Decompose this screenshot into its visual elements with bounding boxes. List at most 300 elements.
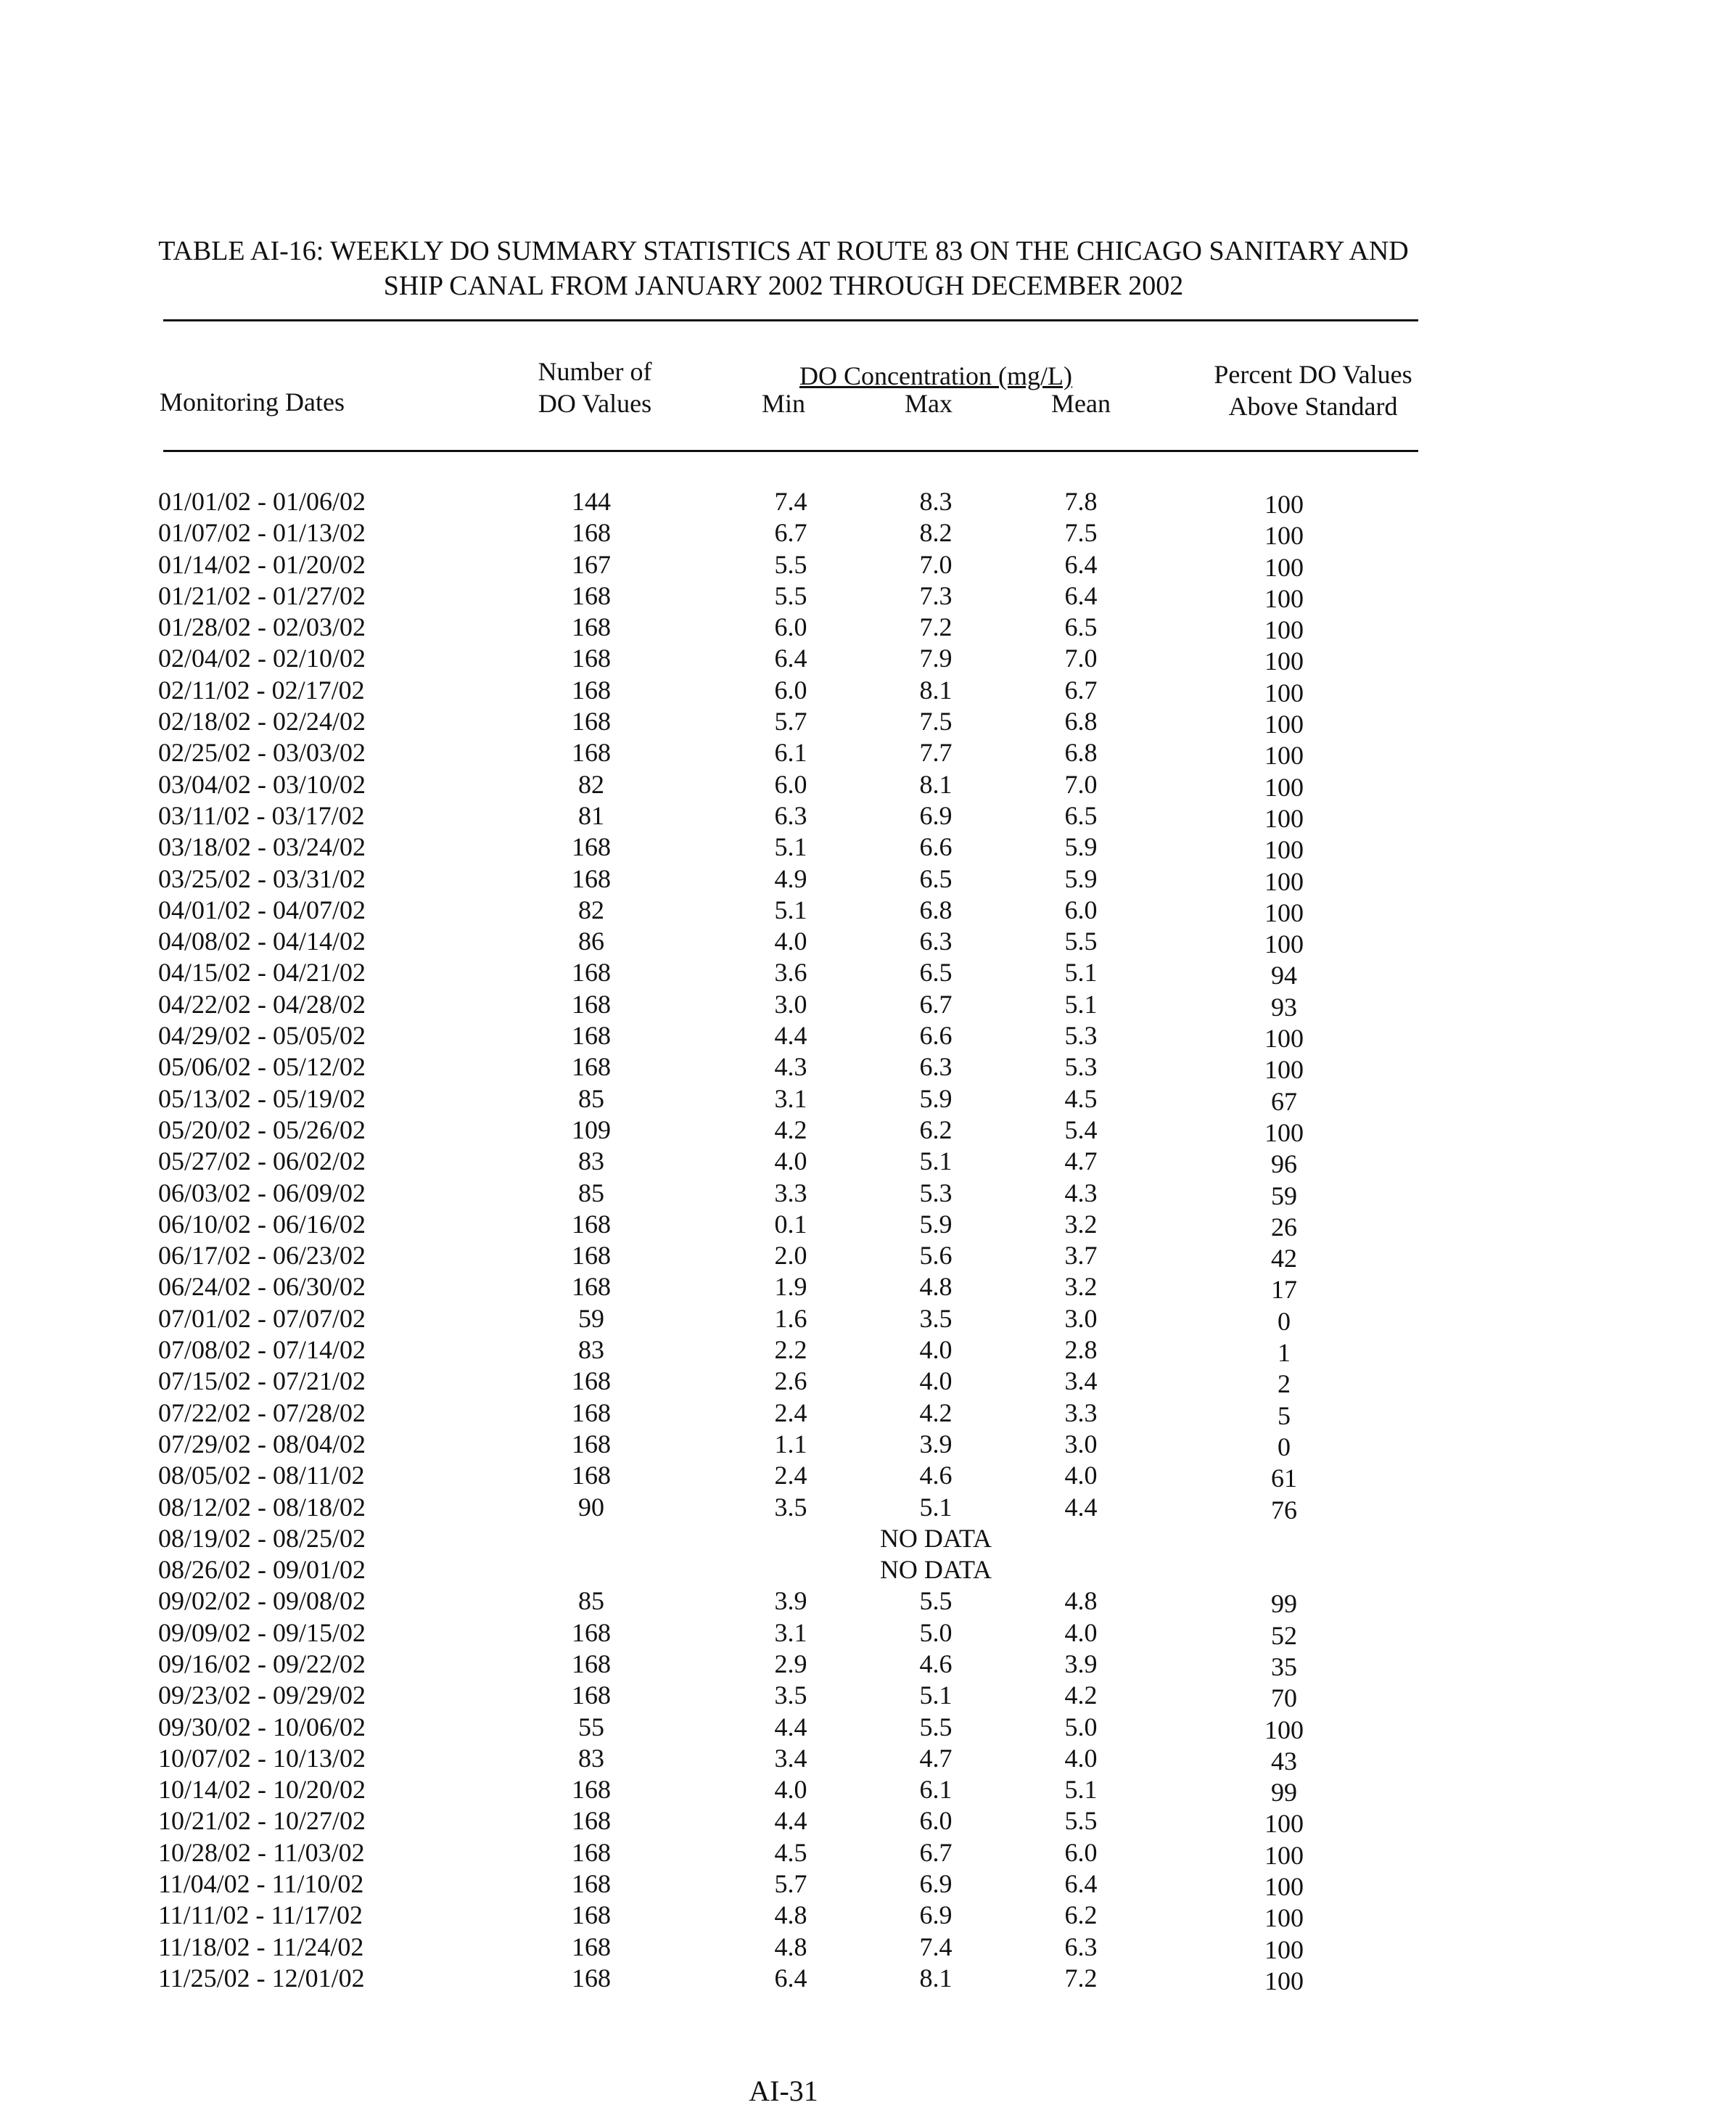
date-cell: 03/18/02 - 03/24/02 [158, 832, 366, 862]
max-cell: 6.8 [919, 895, 953, 924]
max-cell: 4.6 [919, 1461, 953, 1490]
percent-cell: 100 [1264, 1966, 1304, 1995]
date-cell: 05/20/02 - 05/26/02 [158, 1115, 366, 1144]
percent-cell: 100 [1264, 1715, 1304, 1744]
max-cell: 7.3 [919, 580, 953, 610]
do-count-cell: 168 [572, 1649, 611, 1678]
max-cell: 6.6 [919, 1021, 953, 1051]
do-count-cell: 168 [572, 1900, 611, 1930]
percent-cell: 1 [1278, 1338, 1291, 1368]
do-count-cell: 144 [572, 487, 611, 516]
min-cell: 1.9 [774, 1272, 807, 1302]
table-row [0, 706, 1736, 737]
max-cell: 5.3 [919, 1178, 953, 1207]
max-cell: 6.7 [919, 1837, 953, 1867]
min-cell: 2.4 [774, 1398, 807, 1427]
no-data-cell: NO DATA [879, 1555, 992, 1585]
header-do-concentration: DO Concentration (mg/L) [799, 361, 1072, 390]
mean-cell: 3.0 [1064, 1303, 1098, 1333]
mean-cell: 4.0 [1064, 1461, 1098, 1490]
min-cell: 3.1 [774, 1083, 807, 1113]
max-cell: 3.5 [919, 1303, 953, 1333]
mean-cell: 6.5 [1064, 800, 1098, 830]
header-percent-line-1: Percent DO Values [1214, 360, 1412, 389]
table-row [0, 1429, 1736, 1460]
header-percent-line-2: Above Standard [1228, 392, 1398, 421]
max-cell: 4.8 [919, 1272, 953, 1302]
max-cell: 6.5 [919, 958, 953, 988]
date-cell: 04/08/02 - 04/14/02 [158, 927, 366, 956]
mean-cell: 5.9 [1064, 863, 1098, 893]
do-count-cell: 168 [572, 958, 611, 988]
percent-cell: 100 [1264, 835, 1304, 865]
percent-cell: 100 [1264, 583, 1304, 613]
date-cell: 06/24/02 - 06/30/02 [158, 1272, 366, 1302]
date-cell: 09/16/02 - 09/22/02 [158, 1649, 366, 1678]
percent-cell: 100 [1264, 552, 1304, 582]
table-row [0, 675, 1736, 706]
table-row [0, 580, 1736, 612]
date-cell: 08/12/02 - 08/18/02 [158, 1492, 366, 1522]
max-cell: 6.0 [919, 1806, 953, 1836]
max-cell: 8.1 [919, 769, 953, 799]
mean-cell: 7.0 [1064, 644, 1098, 673]
table-row [0, 1460, 1736, 1491]
min-cell: 3.1 [774, 1617, 807, 1647]
min-cell: 1.1 [774, 1429, 807, 1458]
do-count-cell: 85 [578, 1178, 604, 1207]
percent-cell: 76 [1271, 1495, 1297, 1525]
do-count-cell: 168 [572, 863, 611, 893]
max-cell: 4.0 [919, 1366, 953, 1396]
mean-cell: 5.1 [1064, 989, 1098, 1019]
date-cell: 08/26/02 - 09/01/02 [158, 1555, 366, 1585]
mean-cell: 6.0 [1064, 1837, 1098, 1867]
percent-cell: 0 [1278, 1306, 1291, 1336]
min-cell: 6.0 [774, 769, 807, 799]
mean-cell: 2.8 [1064, 1335, 1098, 1365]
table-row [0, 1743, 1736, 1774]
table-row [0, 957, 1736, 988]
max-cell: 4.7 [919, 1743, 953, 1773]
mean-cell: 4.3 [1064, 1178, 1098, 1207]
header-monitoring-dates: Monitoring Dates [160, 387, 345, 417]
percent-cell: 100 [1264, 615, 1304, 645]
date-cell: 03/11/02 - 03/17/02 [158, 800, 365, 830]
table-body [0, 486, 1736, 1994]
min-cell: 6.0 [774, 612, 807, 642]
do-count-cell: 168 [572, 1775, 611, 1805]
table-row [0, 643, 1736, 674]
mean-cell: 7.0 [1064, 769, 1098, 799]
date-cell: 04/01/02 - 04/07/02 [158, 895, 366, 924]
table-row [0, 1492, 1736, 1523]
date-cell: 06/17/02 - 06/23/02 [158, 1241, 366, 1271]
mean-cell: 5.0 [1064, 1712, 1098, 1741]
no-data-cell: NO DATA [879, 1523, 992, 1553]
min-cell: 1.6 [774, 1303, 807, 1333]
max-cell: 8.3 [919, 487, 953, 516]
date-cell: 11/18/02 - 11/24/02 [158, 1932, 364, 1961]
max-cell: 5.5 [919, 1586, 953, 1616]
date-cell: 02/18/02 - 02/24/02 [158, 707, 366, 737]
table-row [0, 989, 1736, 1020]
table-row [0, 769, 1736, 800]
max-cell: 6.1 [919, 1775, 953, 1805]
do-count-cell: 168 [572, 738, 611, 768]
table-row [0, 1900, 1736, 1931]
percent-cell: 70 [1271, 1683, 1297, 1713]
do-count-cell: 168 [572, 1021, 611, 1051]
mean-cell: 3.4 [1064, 1366, 1098, 1396]
max-cell: 5.5 [919, 1712, 953, 1741]
max-cell: 7.4 [919, 1932, 953, 1961]
max-cell: 5.0 [919, 1617, 953, 1647]
max-cell: 6.7 [919, 989, 953, 1019]
mean-cell: 5.1 [1064, 1775, 1098, 1805]
header-number-line-1: Number of [538, 357, 652, 386]
max-cell: 8.1 [919, 675, 953, 705]
table-row [0, 1398, 1736, 1429]
date-cell: 08/19/02 - 08/25/02 [158, 1523, 366, 1553]
do-count-cell: 168 [572, 644, 611, 673]
max-cell: 7.5 [919, 707, 953, 737]
do-count-cell: 168 [572, 612, 611, 642]
do-count-cell: 83 [578, 1335, 604, 1365]
min-cell: 3.5 [774, 1492, 807, 1522]
mean-cell: 5.9 [1064, 832, 1098, 862]
do-count-cell: 83 [578, 1146, 604, 1176]
percent-cell: 100 [1264, 930, 1304, 959]
mean-cell: 7.5 [1064, 518, 1098, 548]
table-row [0, 1837, 1736, 1868]
table-row [0, 1334, 1736, 1366]
table-row [0, 486, 1736, 517]
max-cell: 4.0 [919, 1335, 953, 1365]
max-cell: 8.1 [919, 1963, 953, 1993]
mean-cell: 4.8 [1064, 1586, 1098, 1616]
percent-cell: 100 [1264, 647, 1304, 676]
do-count-cell: 168 [572, 1209, 611, 1239]
date-cell: 06/10/02 - 06/16/02 [158, 1209, 366, 1239]
header-rule [163, 450, 1418, 452]
min-cell: 6.1 [774, 738, 807, 768]
max-cell: 5.1 [919, 1681, 953, 1710]
table-title-line-1: TABLE AI-16: WEEKLY DO SUMMARY STATISTICS AT ROUTE 83 ON THE CHICAGO SANITARY AND [158, 236, 1409, 266]
max-cell: 3.9 [919, 1429, 953, 1458]
header-mean: Mean [1051, 389, 1111, 418]
mean-cell: 3.2 [1064, 1209, 1098, 1239]
percent-cell: 100 [1264, 1934, 1304, 1964]
table-row [0, 1303, 1736, 1334]
date-cell: 09/09/02 - 09/15/02 [158, 1617, 366, 1647]
min-cell: 2.6 [774, 1366, 807, 1396]
min-cell: 3.0 [774, 989, 807, 1019]
date-cell: 09/02/02 - 09/08/02 [158, 1586, 366, 1616]
max-cell: 5.1 [919, 1492, 953, 1522]
date-cell: 04/15/02 - 04/21/02 [158, 958, 366, 988]
do-count-cell: 168 [572, 989, 611, 1019]
do-count-cell: 168 [572, 1837, 611, 1867]
percent-cell: 100 [1264, 741, 1304, 771]
date-cell: 01/07/02 - 01/13/02 [158, 518, 366, 548]
do-count-cell: 168 [572, 1963, 611, 1993]
max-cell: 5.9 [919, 1083, 953, 1113]
date-cell: 07/29/02 - 08/04/02 [158, 1429, 366, 1458]
percent-cell: 100 [1264, 710, 1304, 739]
page-number: AI-31 [749, 2075, 818, 2107]
do-count-cell: 85 [578, 1083, 604, 1113]
do-count-cell: 168 [572, 832, 611, 862]
min-cell: 4.4 [774, 1021, 807, 1051]
mean-cell: 5.5 [1064, 1806, 1098, 1836]
percent-cell: 100 [1264, 1903, 1304, 1933]
date-cell: 03/04/02 - 03/10/02 [158, 769, 366, 799]
min-cell: 5.5 [774, 549, 807, 579]
max-cell: 5.1 [919, 1146, 953, 1176]
date-cell: 05/27/02 - 06/02/02 [158, 1146, 366, 1176]
date-cell: 03/25/02 - 03/31/02 [158, 863, 366, 893]
min-cell: 5.7 [774, 1869, 807, 1899]
mean-cell: 3.9 [1064, 1649, 1098, 1678]
table-row [0, 549, 1736, 580]
max-cell: 6.5 [919, 863, 953, 893]
do-count-cell: 168 [572, 1617, 611, 1647]
date-cell: 09/30/02 - 10/06/02 [158, 1712, 366, 1741]
header-percent-above-standard [1190, 358, 1436, 422]
min-cell: 4.8 [774, 1932, 807, 1961]
date-cell: 08/05/02 - 08/11/02 [158, 1461, 365, 1490]
max-cell: 6.3 [919, 927, 953, 956]
table-row [0, 1146, 1736, 1177]
date-cell: 10/28/02 - 11/03/02 [158, 1837, 365, 1867]
do-count-cell: 82 [578, 769, 604, 799]
min-cell: 6.4 [774, 644, 807, 673]
table-row [0, 517, 1736, 549]
table-row [0, 1523, 1736, 1554]
do-count-cell: 168 [572, 1272, 611, 1302]
percent-cell: 100 [1264, 772, 1304, 802]
table-row [0, 612, 1736, 643]
table-title [145, 234, 1422, 303]
do-count-cell: 81 [578, 800, 604, 830]
table-row [0, 1240, 1736, 1271]
max-cell: 7.0 [919, 549, 953, 579]
do-count-cell: 168 [572, 1806, 611, 1836]
date-cell: 07/15/02 - 07/21/02 [158, 1366, 366, 1396]
table-row [0, 1617, 1736, 1649]
mean-cell: 6.0 [1064, 895, 1098, 924]
percent-cell: 26 [1271, 1212, 1297, 1242]
table-row [0, 1805, 1736, 1837]
min-cell: 6.4 [774, 1963, 807, 1993]
min-cell: 2.0 [774, 1241, 807, 1271]
min-cell: 6.3 [774, 800, 807, 830]
date-cell: 02/04/02 - 02/10/02 [158, 644, 366, 673]
min-cell: 4.2 [774, 1115, 807, 1144]
do-count-cell: 85 [578, 1586, 604, 1616]
date-cell: 07/01/02 - 07/07/02 [158, 1303, 366, 1333]
table-row [0, 1868, 1736, 1900]
min-cell: 2.9 [774, 1649, 807, 1678]
do-count-cell: 168 [572, 1429, 611, 1458]
percent-cell: 100 [1264, 678, 1304, 707]
mean-cell: 4.0 [1064, 1743, 1098, 1773]
date-cell: 02/11/02 - 02/17/02 [158, 675, 365, 705]
percent-cell: 17 [1271, 1275, 1297, 1305]
min-cell: 5.1 [774, 895, 807, 924]
percent-cell: 100 [1264, 803, 1304, 833]
percent-cell: 99 [1271, 1589, 1297, 1619]
percent-cell: 0 [1278, 1432, 1291, 1461]
mean-cell: 7.8 [1064, 487, 1098, 516]
table-row [0, 800, 1736, 832]
percent-cell: 35 [1271, 1652, 1297, 1681]
table-row [0, 1774, 1736, 1808]
do-count-cell: 168 [572, 1366, 611, 1396]
percent-cell: 5 [1278, 1400, 1291, 1430]
mean-cell: 3.2 [1064, 1272, 1098, 1302]
table-row [0, 832, 1736, 863]
percent-cell: 100 [1264, 1809, 1304, 1839]
max-cell: 6.2 [919, 1115, 953, 1144]
do-count-cell: 55 [578, 1712, 604, 1741]
max-cell: 4.2 [919, 1398, 953, 1427]
date-cell: 11/04/02 - 11/10/02 [158, 1869, 364, 1899]
table-row [0, 1366, 1736, 1397]
mean-cell: 4.7 [1064, 1146, 1098, 1176]
header-number-line-2: DO Values [538, 389, 652, 418]
date-cell: 01/28/02 - 02/03/02 [158, 612, 366, 642]
top-rule [163, 319, 1418, 321]
table-row [0, 926, 1736, 957]
max-cell: 6.9 [919, 1900, 953, 1930]
do-count-cell: 168 [572, 580, 611, 610]
do-count-cell: 168 [572, 1932, 611, 1961]
min-cell: 2.2 [774, 1335, 807, 1365]
date-cell: 06/03/02 - 06/09/02 [158, 1178, 366, 1207]
mean-cell: 6.4 [1064, 549, 1098, 579]
min-cell: 3.5 [774, 1681, 807, 1710]
mean-cell: 4.5 [1064, 1083, 1098, 1113]
date-cell: 11/11/02 - 11/17/02 [158, 1900, 363, 1930]
min-cell: 0.1 [774, 1209, 807, 1239]
date-cell: 10/21/02 - 10/27/02 [158, 1806, 366, 1836]
mean-cell: 6.3 [1064, 1932, 1098, 1961]
mean-cell: 3.7 [1064, 1241, 1098, 1271]
table-row [0, 737, 1736, 771]
header-min: Min [761, 389, 805, 418]
min-cell: 4.0 [774, 927, 807, 956]
percent-cell: 42 [1271, 1244, 1297, 1273]
mean-cell: 4.4 [1064, 1492, 1098, 1522]
min-cell: 6.0 [774, 675, 807, 705]
percent-cell: 100 [1264, 1117, 1304, 1147]
percent-cell: 100 [1264, 1872, 1304, 1902]
do-count-cell: 168 [572, 1398, 611, 1427]
table-row [0, 1083, 1736, 1115]
date-cell: 07/22/02 - 07/28/02 [158, 1398, 366, 1427]
percent-cell: 93 [1271, 992, 1297, 1022]
do-count-cell: 168 [572, 1241, 611, 1271]
mean-cell: 6.4 [1064, 580, 1098, 610]
do-count-cell: 167 [572, 549, 611, 579]
date-cell: 01/14/02 - 01/20/02 [158, 549, 366, 579]
date-cell: 05/06/02 - 05/12/02 [158, 1052, 366, 1082]
mean-cell: 4.2 [1064, 1681, 1098, 1710]
min-cell: 4.8 [774, 1900, 807, 1930]
mean-cell: 5.4 [1064, 1115, 1098, 1144]
table-row [0, 1554, 1736, 1585]
percent-cell: 100 [1264, 866, 1304, 896]
percent-cell: 61 [1271, 1464, 1297, 1493]
table-row [0, 1178, 1736, 1209]
max-cell: 6.3 [919, 1052, 953, 1082]
date-cell: 04/22/02 - 04/28/02 [158, 989, 366, 1019]
table-row [0, 1680, 1736, 1711]
mean-cell: 5.5 [1064, 927, 1098, 956]
percent-cell: 100 [1264, 898, 1304, 927]
date-cell: 04/29/02 - 05/05/02 [158, 1021, 366, 1051]
min-cell: 5.7 [774, 707, 807, 737]
percent-cell: 52 [1271, 1620, 1297, 1650]
percent-cell: 67 [1271, 1086, 1297, 1116]
do-count-cell: 168 [572, 707, 611, 737]
header-number-of-do-values [508, 356, 682, 419]
date-cell: 10/07/02 - 10/13/02 [158, 1743, 366, 1773]
max-cell: 6.9 [919, 1869, 953, 1899]
min-cell: 4.0 [774, 1775, 807, 1805]
header-max: Max [905, 389, 953, 418]
table-row [0, 1585, 1736, 1617]
percent-cell: 96 [1271, 1149, 1297, 1179]
do-count-cell: 168 [572, 1681, 611, 1710]
min-cell: 3.9 [774, 1586, 807, 1616]
percent-cell: 100 [1264, 1024, 1304, 1054]
table-row [0, 863, 1736, 895]
mean-cell: 3.0 [1064, 1429, 1098, 1458]
max-cell: 4.6 [919, 1649, 953, 1678]
percent-cell: 99 [1271, 1778, 1297, 1808]
do-count-cell: 82 [578, 895, 604, 924]
min-cell: 4.4 [774, 1806, 807, 1836]
min-cell: 5.1 [774, 832, 807, 862]
min-cell: 3.3 [774, 1178, 807, 1207]
table-row [0, 1712, 1736, 1743]
mean-cell: 6.7 [1064, 675, 1098, 705]
min-cell: 4.0 [774, 1146, 807, 1176]
percent-cell: 100 [1264, 1840, 1304, 1870]
mean-cell: 6.2 [1064, 1900, 1098, 1930]
do-count-cell: 83 [578, 1743, 604, 1773]
do-count-cell: 59 [578, 1303, 604, 1333]
mean-cell: 6.4 [1064, 1869, 1098, 1899]
date-cell: 07/08/02 - 07/14/02 [158, 1335, 366, 1365]
mean-cell: 5.3 [1064, 1052, 1098, 1082]
date-cell: 11/25/02 - 12/01/02 [158, 1963, 365, 1993]
min-cell: 3.4 [774, 1743, 807, 1773]
date-cell: 01/21/02 - 01/27/02 [158, 580, 366, 610]
max-cell: 7.2 [919, 612, 953, 642]
mean-cell: 3.3 [1064, 1398, 1098, 1427]
mean-cell: 4.0 [1064, 1617, 1098, 1647]
min-cell: 3.6 [774, 958, 807, 988]
do-count-cell: 168 [572, 1052, 611, 1082]
mean-cell: 6.8 [1064, 707, 1098, 737]
table-row [0, 1649, 1736, 1680]
mean-cell: 6.5 [1064, 612, 1098, 642]
min-cell: 5.5 [774, 580, 807, 610]
